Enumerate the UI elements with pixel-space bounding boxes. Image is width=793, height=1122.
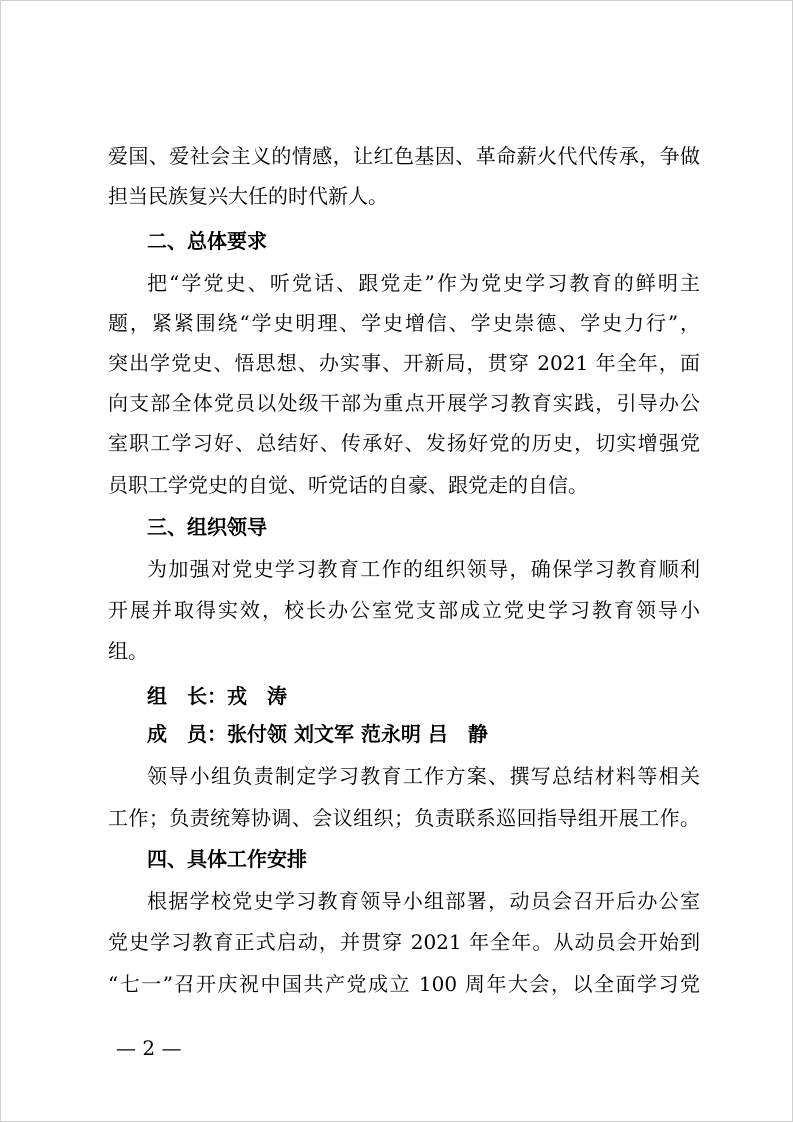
paragraph-line: 为加强对党史学习教育工作的组织领导，确保学习教育顺利 bbox=[147, 557, 700, 581]
leader-line: 组 长：戎 涛 bbox=[147, 684, 287, 708]
paragraph-line: “七一”召开庆祝中国共产党成立 100 周年大会，以全面学习党 bbox=[108, 972, 700, 996]
section-heading: 二、总体要求 bbox=[147, 229, 267, 253]
paragraph-line: 突出学党史、悟思想、办实事、开新局，贯穿 2021 年全年，面 bbox=[108, 351, 700, 375]
section-heading: 三、组织领导 bbox=[147, 515, 267, 539]
paragraph-line: 题，紧紧围绕“学史明理、学史增信、学史崇德、学史力行”， bbox=[108, 311, 700, 335]
paragraph-line: 组。 bbox=[108, 639, 148, 663]
paragraph-line: 爱国、爱社会主义的情感，让红色基因、革命薪火代代传承，争做 bbox=[108, 144, 700, 168]
members-line: 成 员：张付领 刘文军 范永明 吕 静 bbox=[147, 722, 488, 746]
section-heading: 四、具体工作安排 bbox=[147, 847, 307, 871]
paragraph-line: 向支部全体党员以处级干部为重点开展学习教育实践，引导办公 bbox=[108, 391, 700, 415]
paragraph-line: 把“学党史、听党话、跟党走”作为党史学习教育的鲜明主 bbox=[147, 271, 700, 295]
paragraph-line: 室职工学习好、总结好、传承好、发扬好党的历史，切实增强党 bbox=[108, 431, 700, 455]
paragraph-line: 党史学习教育正式启动，并贯穿 2021 年全年。从动员会开始到 bbox=[108, 930, 700, 954]
paragraph-line: 根据学校党史学习教育领导小组部署，动员会召开后办公室 bbox=[147, 889, 700, 913]
paragraph-line: 员职工学党史的自觉、听党话的自豪、跟党走的自信。 bbox=[108, 473, 588, 497]
page-number: — 2 — bbox=[116, 1036, 182, 1060]
paragraph-line: 担当民族复兴大任的时代新人。 bbox=[108, 184, 388, 208]
paragraph-line: 开展并取得实效，校长办公室党支部成立党史学习教育领导小 bbox=[108, 598, 700, 622]
paragraph-line: 领导小组负责制定学习教育工作方案、撰写总结材料等相关 bbox=[147, 764, 700, 788]
paragraph-line: 工作；负责统筹协调、会议组织；负责联系巡回指导组开展工作。 bbox=[108, 806, 700, 830]
